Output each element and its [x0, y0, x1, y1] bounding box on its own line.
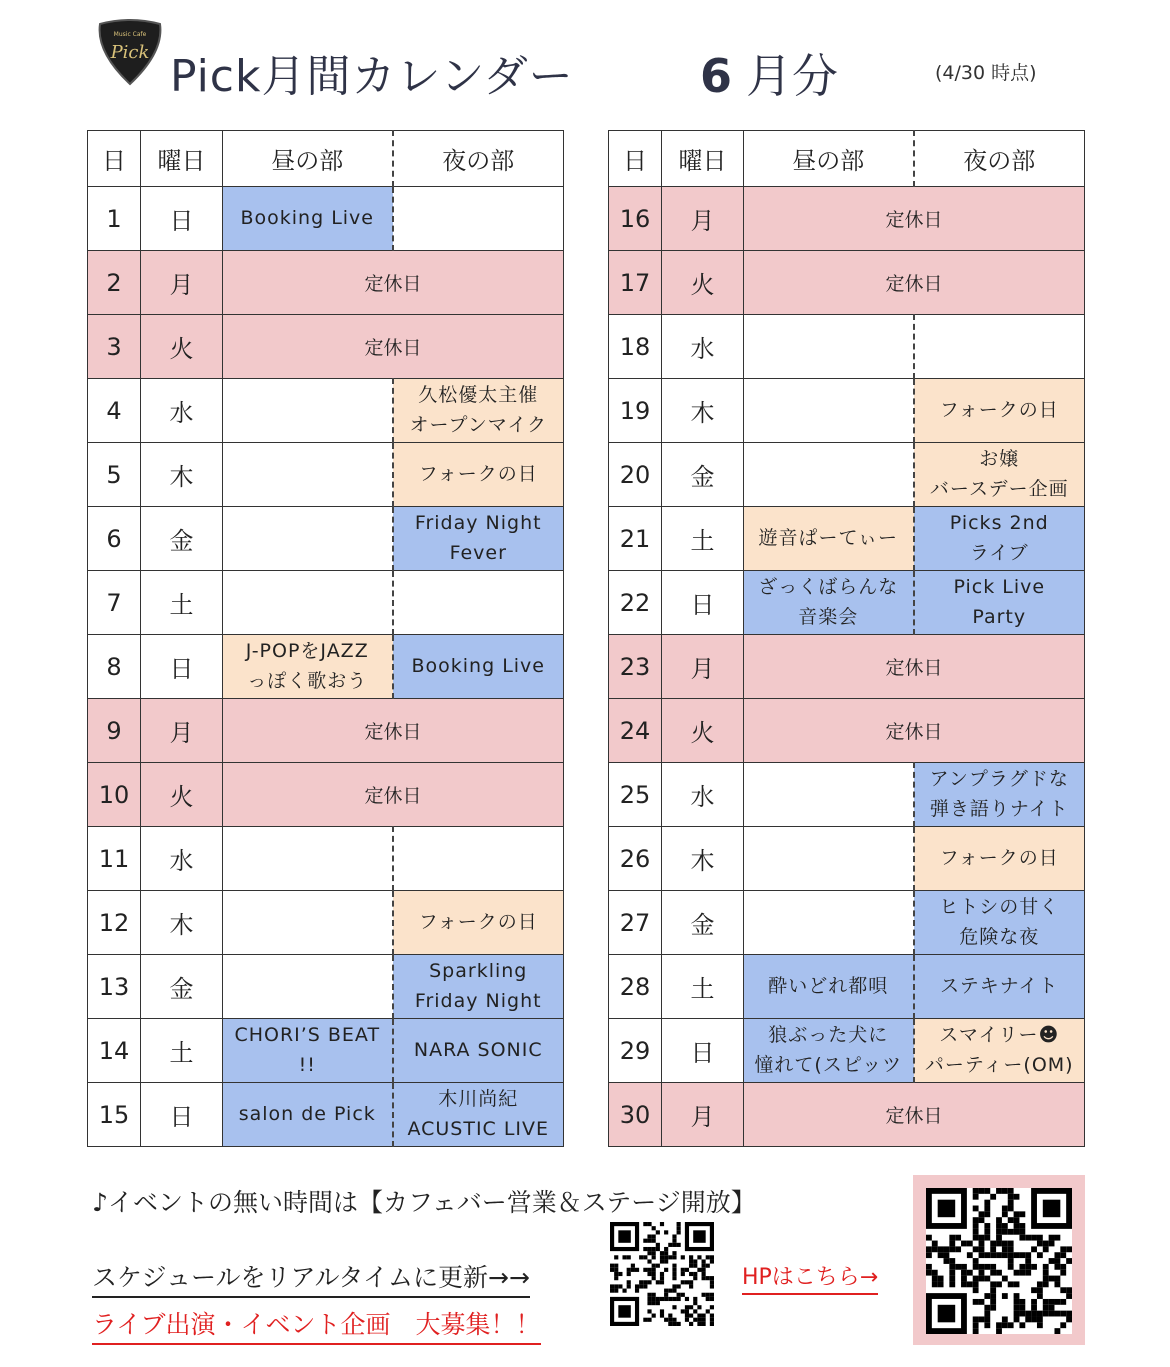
col-noon-header: 昼の部	[223, 131, 393, 187]
noon-event	[744, 443, 914, 507]
calendar-table-second-half	[608, 130, 1085, 1147]
noon-event	[223, 443, 393, 507]
day-number: 12	[88, 891, 141, 955]
calendar-row	[88, 571, 564, 635]
weekday: 金	[141, 955, 223, 1019]
noon-event	[744, 891, 914, 955]
night-event: ステキナイト	[914, 955, 1085, 1019]
weekday: 水	[662, 763, 744, 827]
weekday: 日	[141, 187, 223, 251]
month-heading	[700, 40, 838, 106]
noon-event	[223, 571, 393, 635]
col-day-header: 日	[609, 131, 662, 187]
day-number: 9	[88, 699, 141, 763]
day-number: 23	[609, 635, 662, 699]
weekday: 金	[141, 507, 223, 571]
day-number: 1	[88, 187, 141, 251]
weekday: 日	[141, 635, 223, 699]
calendar-row	[88, 699, 564, 763]
calendar-table-first-half	[87, 130, 564, 1147]
day-number: 6	[88, 507, 141, 571]
hp-qr-code[interactable]	[926, 1188, 1072, 1334]
calendar-row	[609, 315, 1085, 379]
calendar-row	[609, 1083, 1085, 1147]
calendar-row	[609, 635, 1085, 699]
calendar-row	[88, 955, 564, 1019]
closed-day-label: 定休日	[223, 251, 564, 315]
closed-day-label: 定休日	[744, 251, 1085, 315]
weekday: 火	[141, 315, 223, 379]
day-number: 14	[88, 1019, 141, 1083]
weekday: 火	[662, 699, 744, 763]
col-weekday-header: 曜日	[141, 131, 223, 187]
col-night-header: 夜の部	[393, 131, 564, 187]
weekday: 土	[662, 955, 744, 1019]
calendar-row	[609, 379, 1085, 443]
night-event: Booking Live	[393, 635, 564, 699]
night-event: Friday Night Fever	[393, 507, 564, 571]
night-event	[393, 187, 564, 251]
weekday: 水	[662, 315, 744, 379]
weekday: 木	[141, 891, 223, 955]
closed-day-label: 定休日	[223, 763, 564, 827]
calendar-row	[609, 763, 1085, 827]
noon-event: J-POPをJAZZ っぽく歌おう	[223, 635, 393, 699]
night-event: フォークの日	[393, 443, 564, 507]
schedule-qr-code[interactable]	[610, 1222, 714, 1326]
hp-link[interactable]: HPはこちら→	[742, 1260, 878, 1295]
noon-event	[744, 763, 914, 827]
night-event: フォークの日	[914, 379, 1085, 443]
noon-event: 酔いどれ都唄	[744, 955, 914, 1019]
day-number: 24	[609, 699, 662, 763]
day-number: 4	[88, 379, 141, 443]
weekday: 水	[141, 379, 223, 443]
day-number: 20	[609, 443, 662, 507]
open-hours-note: ♪イベントの無い時間は【カフェバー営業＆ステージ開放】	[92, 1188, 756, 1217]
night-event	[914, 315, 1085, 379]
schedule-link[interactable]: スケジュールをリアルタイムに更新→→	[92, 1258, 530, 1298]
calendar-row	[88, 251, 564, 315]
night-event: Pick Live Party	[914, 571, 1085, 635]
calendar-row	[88, 507, 564, 571]
calendar-row	[609, 571, 1085, 635]
calendar-row	[88, 1083, 564, 1147]
weekday: 日	[662, 571, 744, 635]
weekday: 木	[662, 379, 744, 443]
noon-event	[223, 507, 393, 571]
weekday: 日	[141, 1083, 223, 1147]
day-number: 11	[88, 827, 141, 891]
day-number: 18	[609, 315, 662, 379]
day-number: 25	[609, 763, 662, 827]
closed-day-label: 定休日	[744, 187, 1085, 251]
closed-day-label: 定休日	[744, 1083, 1085, 1147]
day-number: 8	[88, 635, 141, 699]
noon-event: salon de Pick	[223, 1083, 393, 1147]
weekday: 月	[141, 251, 223, 315]
noon-event: Booking Live	[223, 187, 393, 251]
noon-event: ざっくばらんな 音楽会	[744, 571, 914, 635]
night-event: Picks 2nd ライブ	[914, 507, 1085, 571]
calendar-body-second-half	[609, 131, 1085, 1147]
as-of-date: (4/30 時点)	[935, 62, 1037, 84]
day-number: 15	[88, 1083, 141, 1147]
weekday: 月	[662, 1083, 744, 1147]
col-noon-header: 昼の部	[744, 131, 914, 187]
weekday: 火	[141, 763, 223, 827]
night-event: NARA SONIC	[393, 1019, 564, 1083]
noon-event: CHORI’S BEAT !!	[223, 1019, 393, 1083]
calendar-row	[88, 1019, 564, 1083]
calendar-row	[88, 635, 564, 699]
calendar-row	[88, 315, 564, 379]
page-title: Pick月間カレンダー	[170, 51, 574, 102]
day-number: 19	[609, 379, 662, 443]
day-number: 21	[609, 507, 662, 571]
night-event	[393, 827, 564, 891]
col-day-header: 日	[88, 131, 141, 187]
calendar-row	[609, 891, 1085, 955]
noon-event: 遊音ぱーてぃー	[744, 507, 914, 571]
table-header-row	[609, 131, 1085, 187]
calendar-row	[609, 827, 1085, 891]
calendar-row	[88, 187, 564, 251]
closed-day-label: 定休日	[223, 315, 564, 379]
night-event: お嬢 バースデー企画	[914, 443, 1085, 507]
day-number: 7	[88, 571, 141, 635]
day-number: 5	[88, 443, 141, 507]
weekday: 月	[662, 187, 744, 251]
day-number: 13	[88, 955, 141, 1019]
day-number: 29	[609, 1019, 662, 1083]
noon-event: 狼ぶった犬に 憧れて(スピッツ	[744, 1019, 914, 1083]
calendar-row	[88, 763, 564, 827]
closed-day-label: 定休日	[744, 635, 1085, 699]
night-event: 久松優太主催 オープンマイク	[393, 379, 564, 443]
noon-event	[744, 379, 914, 443]
day-number: 10	[88, 763, 141, 827]
noon-event	[223, 955, 393, 1019]
noon-event	[223, 891, 393, 955]
weekday: 土	[141, 1019, 223, 1083]
day-number: 2	[88, 251, 141, 315]
weekday: 火	[662, 251, 744, 315]
day-number: 16	[609, 187, 662, 251]
weekday: 木	[662, 827, 744, 891]
weekday: 土	[141, 571, 223, 635]
weekday: 日	[662, 1019, 744, 1083]
calendar-row	[609, 699, 1085, 763]
night-event: スマイリー☻ パーティー(OM)	[914, 1019, 1085, 1083]
noon-event	[223, 827, 393, 891]
night-event: フォークの日	[393, 891, 564, 955]
day-number: 17	[609, 251, 662, 315]
col-weekday-header: 曜日	[662, 131, 744, 187]
day-number: 26	[609, 827, 662, 891]
night-event: アンプラグドな 弾き語りナイト	[914, 763, 1085, 827]
weekday: 月	[141, 699, 223, 763]
closed-day-label: 定休日	[223, 699, 564, 763]
closed-day-label: 定休日	[744, 699, 1085, 763]
calendar-row	[609, 1019, 1085, 1083]
day-number: 28	[609, 955, 662, 1019]
calendar-body-first-half	[88, 131, 564, 1147]
calendar-row	[88, 891, 564, 955]
day-number: 3	[88, 315, 141, 379]
recruit-link[interactable]: ライブ出演・イベント企画 大募集！！	[92, 1305, 541, 1345]
day-number: 22	[609, 571, 662, 635]
calendar-row	[88, 443, 564, 507]
weekday: 木	[141, 443, 223, 507]
noon-event	[744, 827, 914, 891]
month-number: 6	[700, 49, 733, 103]
day-number: 30	[609, 1083, 662, 1147]
noon-event	[744, 315, 914, 379]
night-event: 木川尚紀 ACUSTIC LIVE	[393, 1083, 564, 1147]
month-suffix: 月分	[746, 49, 839, 103]
night-event: フォークの日	[914, 827, 1085, 891]
night-event: Sparkling Friday Night	[393, 955, 564, 1019]
calendar-row	[609, 507, 1085, 571]
table-header-row	[88, 131, 564, 187]
night-event	[393, 571, 564, 635]
pick-logo	[94, 18, 166, 86]
calendar-row	[609, 443, 1085, 507]
weekday: 水	[141, 827, 223, 891]
weekday: 土	[662, 507, 744, 571]
svg-text:Pick: Pick	[110, 42, 150, 63]
svg-text:Music Cafe: Music Cafe	[113, 31, 147, 38]
noon-event	[223, 379, 393, 443]
night-event: ヒトシの甘く 危険な夜	[914, 891, 1085, 955]
weekday: 金	[662, 443, 744, 507]
calendar-row	[88, 379, 564, 443]
weekday: 金	[662, 891, 744, 955]
calendar-row	[609, 955, 1085, 1019]
calendar-row	[609, 187, 1085, 251]
calendar-row	[88, 827, 564, 891]
weekday: 月	[662, 635, 744, 699]
day-number: 27	[609, 891, 662, 955]
col-night-header: 夜の部	[914, 131, 1085, 187]
calendar-row	[609, 251, 1085, 315]
